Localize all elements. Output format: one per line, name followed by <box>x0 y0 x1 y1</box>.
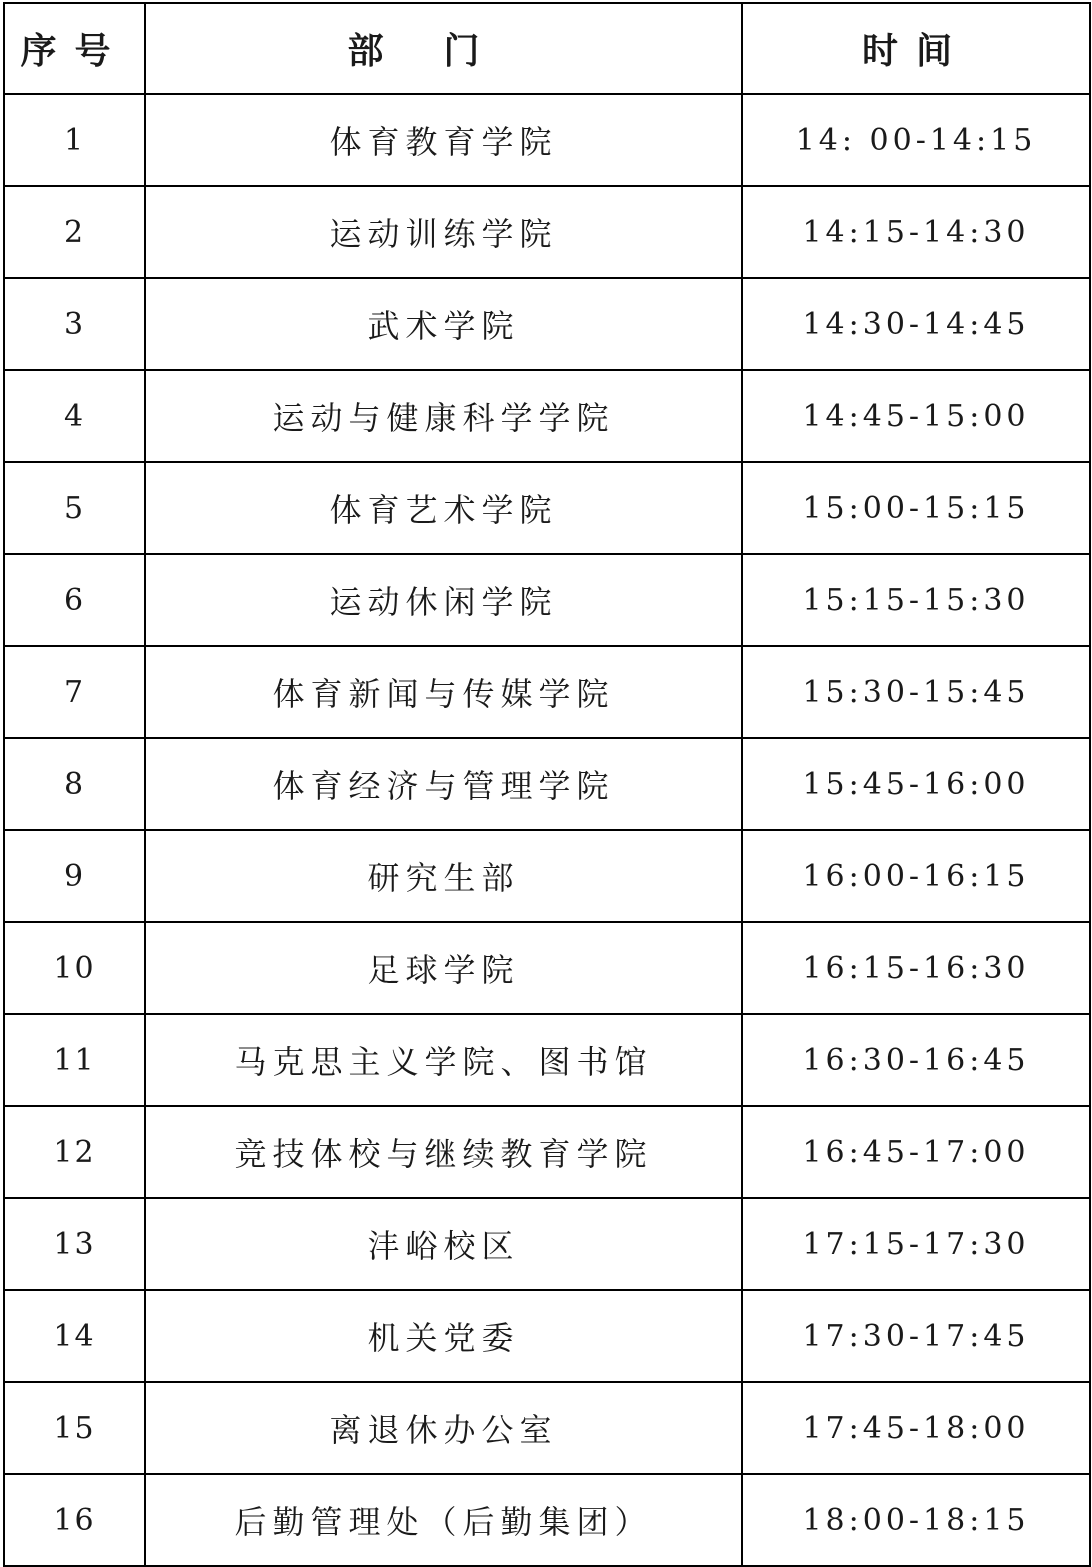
dept-cell: 沣峪校区 <box>145 1198 742 1290</box>
time-cell: 17:15-17:30 <box>742 1198 1090 1290</box>
seq-cell: 5 <box>4 462 145 554</box>
seq-cell: 13 <box>4 1198 145 1290</box>
table-row <box>4 94 1090 186</box>
table-body <box>4 94 1090 1566</box>
seq-cell: 14 <box>4 1290 145 1382</box>
table-row <box>4 462 1090 554</box>
dept-cell: 运动休闲学院 <box>145 554 742 646</box>
table-row <box>4 370 1090 462</box>
table-row <box>4 1198 1090 1290</box>
table-row <box>4 1474 1090 1566</box>
header-row <box>4 3 1090 94</box>
dept-cell: 体育新闻与传媒学院 <box>145 646 742 738</box>
seq-cell: 16 <box>4 1474 145 1566</box>
time-cell: 15:45-16:00 <box>742 738 1090 830</box>
dept-cell: 离退休办公室 <box>145 1382 742 1474</box>
dept-cell: 机关党委 <box>145 1290 742 1382</box>
dept-cell: 后勤管理处（后勤集团） <box>145 1474 742 1566</box>
seq-cell: 4 <box>4 370 145 462</box>
dept-cell: 武术学院 <box>145 278 742 370</box>
time-cell: 16:00-16:15 <box>742 830 1090 922</box>
table-row <box>4 1290 1090 1382</box>
seq-cell: 7 <box>4 646 145 738</box>
header-seq: 序号 <box>4 3 145 94</box>
seq-cell: 8 <box>4 738 145 830</box>
dept-cell: 体育艺术学院 <box>145 462 742 554</box>
time-cell: 16:15-16:30 <box>742 922 1090 1014</box>
time-cell: 16:30-16:45 <box>742 1014 1090 1106</box>
dept-cell: 运动与健康科学学院 <box>145 370 742 462</box>
table-row <box>4 278 1090 370</box>
time-cell: 14:15-14:30 <box>742 186 1090 278</box>
seq-cell: 10 <box>4 922 145 1014</box>
table-row <box>4 922 1090 1014</box>
table-row <box>4 1382 1090 1474</box>
seq-cell: 15 <box>4 1382 145 1474</box>
seq-cell: 12 <box>4 1106 145 1198</box>
time-cell: 18:00-18:15 <box>742 1474 1090 1566</box>
table-row <box>4 1014 1090 1106</box>
seq-cell: 2 <box>4 186 145 278</box>
dept-cell: 运动训练学院 <box>145 186 742 278</box>
table-row <box>4 186 1090 278</box>
time-cell: 15:30-15:45 <box>742 646 1090 738</box>
seq-cell: 6 <box>4 554 145 646</box>
table-row <box>4 830 1090 922</box>
time-cell: 17:45-18:00 <box>742 1382 1090 1474</box>
schedule-document <box>3 2 1089 1564</box>
time-cell: 14:45-15:00 <box>742 370 1090 462</box>
seq-cell: 9 <box>4 830 145 922</box>
table-row <box>4 554 1090 646</box>
table-row <box>4 738 1090 830</box>
schedule-table <box>3 2 1091 1567</box>
header-time: 时间 <box>742 3 1090 94</box>
dept-cell: 竞技体校与继续教育学院 <box>145 1106 742 1198</box>
dept-cell: 马克思主义学院、图书馆 <box>145 1014 742 1106</box>
seq-cell: 1 <box>4 94 145 186</box>
header-dept: 部门 <box>145 3 742 94</box>
seq-cell: 3 <box>4 278 145 370</box>
dept-cell: 体育教育学院 <box>145 94 742 186</box>
dept-cell: 体育经济与管理学院 <box>145 738 742 830</box>
table-row <box>4 646 1090 738</box>
seq-cell: 11 <box>4 1014 145 1106</box>
time-cell: 14:30-14:45 <box>742 278 1090 370</box>
table-row <box>4 1106 1090 1198</box>
time-cell: 14: 00-14:15 <box>742 94 1090 186</box>
time-cell: 15:15-15:30 <box>742 554 1090 646</box>
time-cell: 17:30-17:45 <box>742 1290 1090 1382</box>
dept-cell: 研究生部 <box>145 830 742 922</box>
time-cell: 16:45-17:00 <box>742 1106 1090 1198</box>
dept-cell: 足球学院 <box>145 922 742 1014</box>
time-cell: 15:00-15:15 <box>742 462 1090 554</box>
